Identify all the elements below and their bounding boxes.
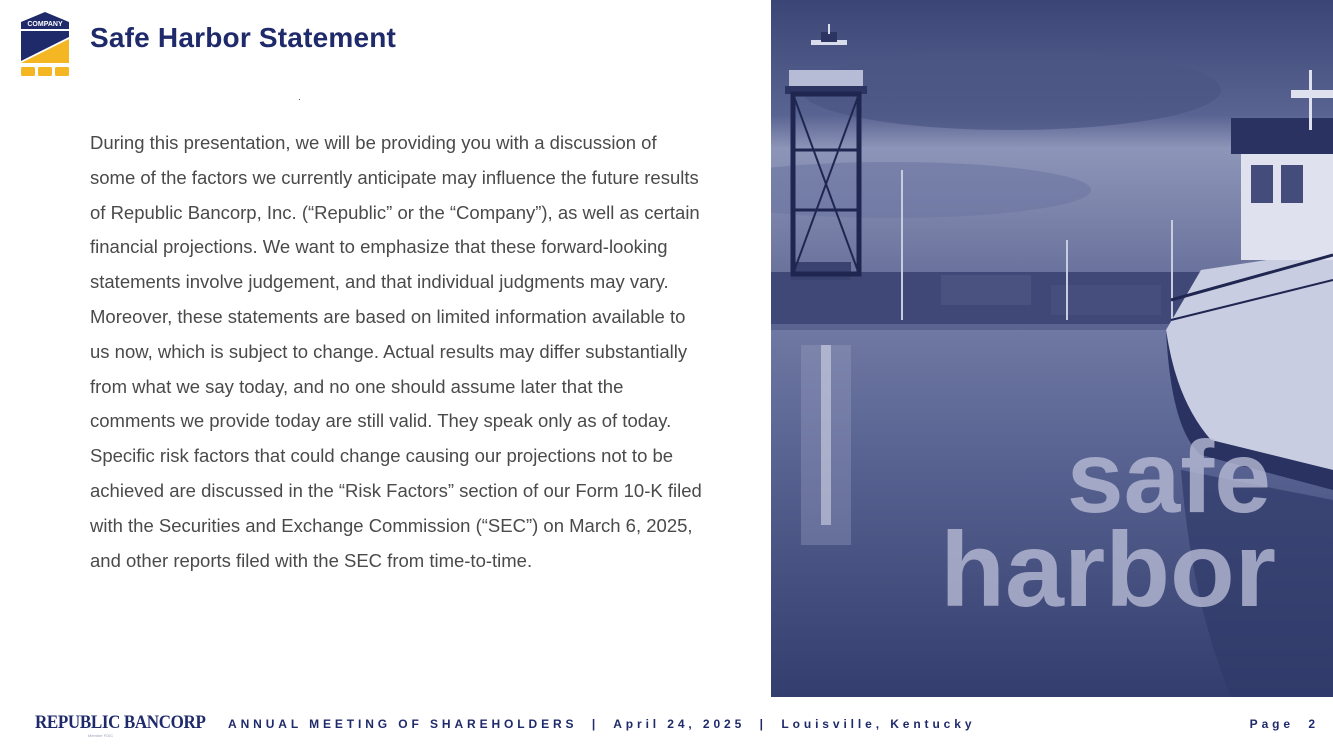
footer-brand-logo: REPUBLIC BANCORP xyxy=(35,713,206,733)
slide-title: Safe Harbor Statement xyxy=(90,22,397,53)
logo-label: COMPANY xyxy=(27,21,63,28)
harbor-scene xyxy=(771,0,1333,697)
decorative-dot xyxy=(299,99,300,100)
overlay-word-safe: safe xyxy=(1066,420,1271,534)
footer-event-text: ANNUAL MEETING OF SHAREHOLDERS | April 24, 2025 | Louisville, Kentucky xyxy=(228,717,976,731)
footer-brand-sub: Member FDIC xyxy=(88,733,114,738)
company-logo-mark xyxy=(20,11,70,77)
page-number: Page 2 xyxy=(1249,717,1319,731)
harbor-photo xyxy=(771,0,1333,697)
overlay-word-harbor: harbor xyxy=(940,511,1276,629)
safe-harbor-paragraph: During this presentation, we will be providing you with a discussion of some of the factors we currently anticipate may influence the future results of Republic Bancorp, Inc. (“Republic” or the “Company”), as well as certain financial projections. We want to emphasize that these forward-looking statements involve judgement, and that individual judgments may vary. Moreover, these statements are based on limited information available to us now, which is subject to change. Actual results may differ substantially from what we say today, and no one should assume later that the comments we provide today are still valid. They speak only as of today. Specific risk factors that could change causing our projections not to be achieved are discussed in the “Risk Factors” section of our Form 10-K filed with the Securities and Exchange Commission (“SEC”) on March 6, 2025, and other reports filed with the SEC from time-to-time. xyxy=(90,132,702,571)
company-logo xyxy=(20,11,70,77)
